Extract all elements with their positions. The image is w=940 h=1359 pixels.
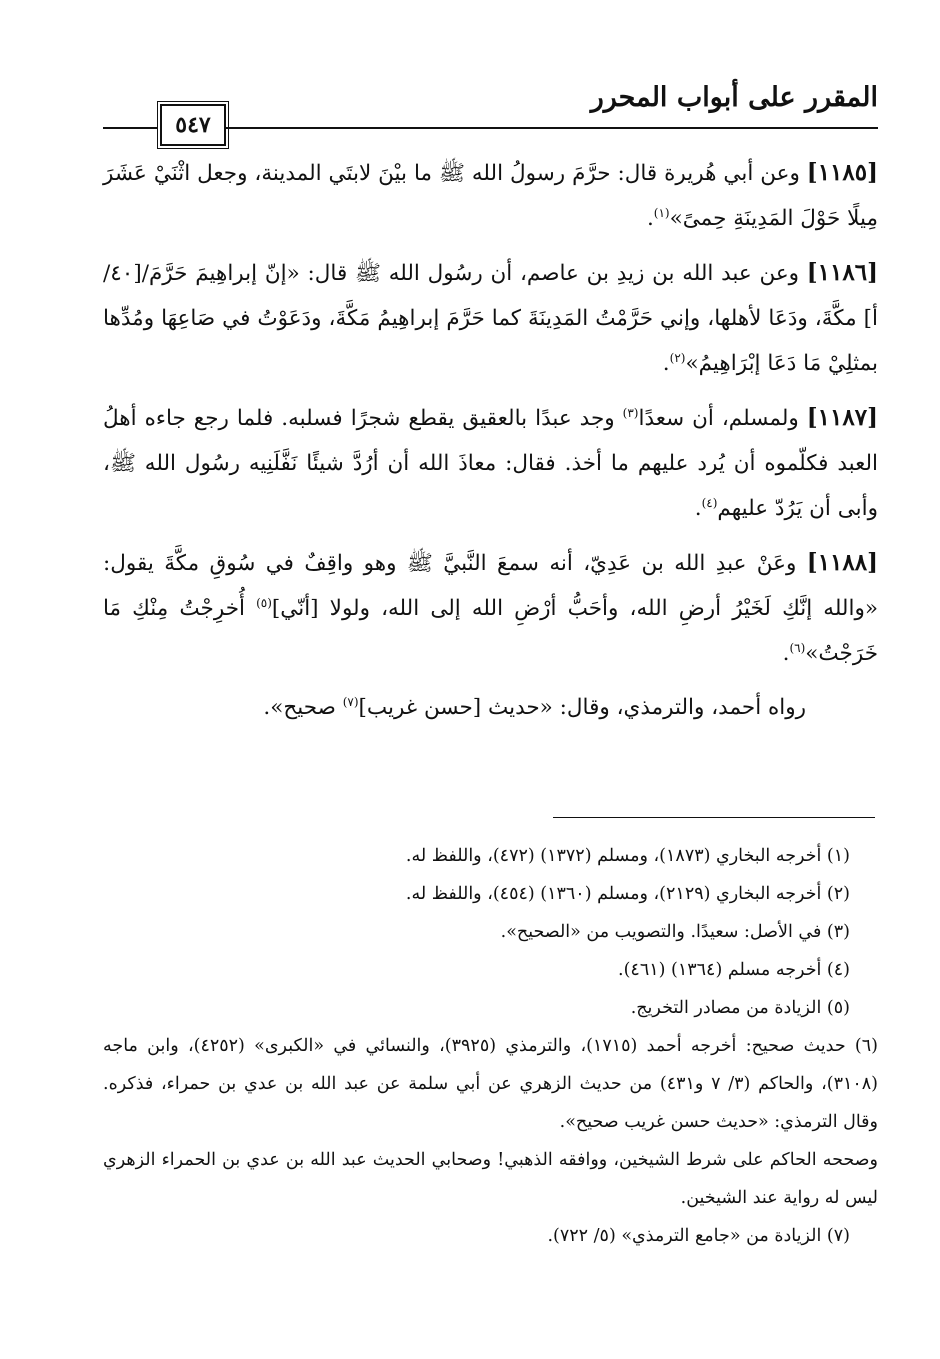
hadith-text: أُخرِجْتُ مِنْكِ مَا خَرَجْتُ»	[103, 596, 878, 666]
hadith-1187	[103, 395, 878, 531]
footnote-ref: (٧)	[342, 694, 359, 709]
main-text	[103, 150, 878, 730]
footnote-ref: (١)	[653, 205, 670, 220]
narration-text: رواه أحمد، والترمذي، وقال: «حديث [حسن غريب]	[358, 695, 806, 720]
hadith-end: .	[646, 206, 654, 231]
hadith-end: .	[694, 496, 702, 521]
hadith-end: .	[662, 351, 670, 376]
hadith-1186	[103, 250, 878, 386]
footnote-separator	[553, 817, 875, 818]
hadith-1188	[103, 540, 878, 676]
hadith-1185	[103, 150, 878, 241]
footnote-6: (٦) حديث صحيح: أخرجه أحمد (١٧١٥)، والترمذي (٣٩٢٥)، والنسائي في «الكبرى» (٤٢٥٢)، وابن ماجه (٣١٠٨)، والحاكم (٣/ ٧ و٤٣١) من حديث الزهري عن أبي سلمة عن عبد الله بن عدي بن حمراء، فذكره. وقال الترمذي: «حديث حسن غريب صحيح».	[103, 1036, 878, 1132]
narration-line	[103, 685, 878, 730]
footnote-ref: (٢)	[669, 350, 686, 365]
hadith-number: [١١٨٨]	[806, 549, 878, 576]
footnotes	[103, 837, 878, 1255]
footnote-1: (١) أخرجه البخاري (١٨٧٣)، ومسلم (١٣٧٢) (٤٧٢)، واللفظ له.	[405, 846, 850, 866]
footnote-6-continued: وصححه الحاكم على شرط الشيخين، ووافقه الذهبي! وصحابي الحديث عبد الله بن عدي بن الحمراء الزهري ليس له رواية عند الشيخين.	[103, 1150, 878, 1208]
footnote-4: (٤) أخرجه مسلم (١٣٦٤) (٤٦١).	[618, 960, 850, 980]
footnote-ref: (٥)	[256, 595, 272, 610]
running-title: المقرر على أبواب المحرر	[590, 82, 878, 113]
footnote-ref: (٦)	[789, 640, 806, 655]
hadith-number: [١١٨٦]	[806, 259, 878, 286]
footnote-2: (٢) أخرجه البخاري (٢١٢٩)، ومسلم (١٣٦٠) (٤٥٤)، واللفظ له.	[405, 884, 850, 904]
hadith-number: [١١٨٥]	[806, 159, 878, 186]
footnote-5: (٥) الزيادة من مصادر التخريج.	[630, 998, 850, 1018]
page-number: ٥٤٧	[160, 104, 226, 146]
footnote-3: (٣) في الأصل: سعيدًا. والتصويب من «الصحيح».	[500, 922, 850, 942]
hadith-text-before: وعَنْ عبدِ الله بن عَدِيّ، أنه سمعَ النَّبيَّ ﷺ وهو واقِفٌ في سُوقِ مكَّةَ يقول: «والله إنَّكِ لَخَيْرُ أرضِ الله، وأحَبُّ أرْضِ الله إلى الله، ولولا [أنّي]	[103, 551, 878, 621]
footnote-7: (٧) الزيادة من «جامع الترمذي» (٥/ ٧٢٢).	[547, 1226, 850, 1246]
header-rule	[226, 127, 878, 129]
hadith-text: وعن عبد الله بن زيدِ بن عاصم، أن رسُول الله ﷺ قال: «إنّ إبراهِيمَ حَرَّمَ/[٤٠/ أ] مكَّةَ، ودَعَا لأهلها، وإني حَرَّمْتُ المَدِينَةَ كما حَرَّمَ إبراهِيمُ مَكَّةَ، ودَعَوْتُ في صَاعِهَا ومُدِّها بمثلِيْ مَا دَعَا إبْرَاهِيمُ»	[103, 261, 878, 376]
header-rule-short	[103, 127, 158, 129]
hadith-text: وعن أبي هُريرة قال: حرَّمَ رسولُ الله ﷺ ما بيْنَ لابتَي المدينة، وجعل اثْنَيْ عَشَرَ مِيلًا حَوْلَ المَدِينَةِ حِمىً»	[103, 161, 878, 231]
narration-text-after: صحيح».	[263, 695, 336, 720]
footnote-ref: (٣)	[622, 405, 639, 420]
hadith-number: [١١٨٧]	[806, 404, 878, 431]
hadith-end: .	[782, 641, 790, 666]
hadith-text-before: ولمسلم، أن سعدًا	[638, 406, 799, 431]
footnote-ref: (٤)	[701, 495, 718, 510]
hadith-text: وجد عبدًا بالعقيق يقطع شجرًا فسلبه. فلما رجع جاءه أهلُ العبد فكلّموه أن يُرد عليهم ما أخذ. فقال: معاذَ الله أن أرُدَّ شيئًا نَفَّلَنِيه رسُول الله ﷺ، وأبى أن يَرُدّ عليهم	[103, 406, 878, 521]
